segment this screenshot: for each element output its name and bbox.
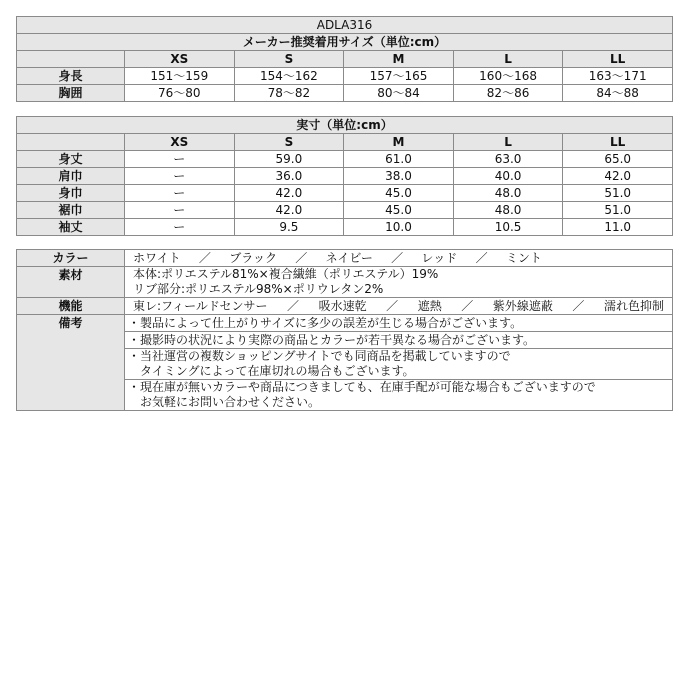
table-cell: 163〜171 [563,68,673,85]
recommended-size-table [16,16,673,102]
note-line: ・撮影時の状況により実際の商品とカラーが若干異なる場合がございます。 [125,332,673,349]
color-row [17,250,673,267]
model-number: ADLA316 [17,17,673,34]
separator: ／ [287,299,300,313]
table-row [17,219,673,236]
table-cell: 42.0 [563,168,673,185]
recommended-size-title: メーカー推奨着用サイズ（単位:cm） [17,34,673,51]
table-row [17,68,673,85]
row-label: 身巾 [17,185,125,202]
function-item: 吸水速乾 [318,299,367,313]
table-cell: 42.0 [234,202,344,219]
color-item: ブラック [229,251,277,265]
size-header: XS [125,51,235,68]
table-cell: 157〜165 [344,68,454,85]
note-line: ・現在庫が無いカラーや商品につきましても、在庫手配が可能な場合もございますので [128,380,596,394]
row-label: 胸囲 [17,85,125,102]
table-cell: 76〜80 [125,85,235,102]
table-cell: 154〜162 [234,68,344,85]
table-cell: 42.0 [234,185,344,202]
table-cell: 11.0 [563,219,673,236]
color-item: レッド [421,251,458,265]
table-row [17,202,673,219]
material-text [125,267,673,298]
size-header: XS [125,134,235,151]
function-item: 濡れ色抑制 [603,299,664,313]
color-list [125,250,673,267]
table-cell: 78〜82 [234,85,344,102]
separator: ／ [475,251,488,265]
size-header: S [234,51,344,68]
table-row [17,185,673,202]
size-header: S [234,134,344,151]
size-header: LL [563,51,673,68]
table-cell: ー [125,219,235,236]
separator: ／ [198,251,211,265]
size-header: L [453,134,563,151]
note-block [125,380,673,411]
table-cell: 48.0 [453,185,563,202]
size-header: M [344,134,454,151]
function-list [125,298,673,315]
material-line: 本体:ポリエステル81%×複合繊維（ポリエステル）19% [133,267,439,281]
table-cell: 82〜86 [453,85,563,102]
note-line: タイミングによって在庫切れの場合もございます。 [128,364,415,378]
table-cell: 65.0 [563,151,673,168]
table-cell: 84〜88 [563,85,673,102]
corner-cell [17,51,125,68]
row-label: 肩巾 [17,168,125,185]
size-header: LL [563,134,673,151]
row-label: 身丈 [17,151,125,168]
row-label: 機能 [17,298,125,315]
table-cell: 45.0 [344,202,454,219]
table-cell: 51.0 [563,202,673,219]
color-item: ネイビー [325,251,373,265]
function-item: 東レ:フィールドセンサー [133,299,268,313]
function-item: 紫外線遮蔽 [492,299,553,313]
table-cell: 9.5 [234,219,344,236]
product-details-table [16,249,673,411]
table-cell: ー [125,168,235,185]
table-cell: 10.0 [344,219,454,236]
table-cell: ー [125,185,235,202]
actual-size-table [16,116,673,236]
function-row [17,298,673,315]
table-row [17,85,673,102]
table-cell: 10.5 [453,219,563,236]
row-label: 備考 [17,315,125,411]
table-row [17,168,673,185]
table-cell: 48.0 [453,202,563,219]
table-row [17,151,673,168]
row-label: 裾巾 [17,202,125,219]
separator: ／ [391,251,404,265]
color-item: ホワイト [133,251,181,265]
size-header: M [344,51,454,68]
row-label: 身長 [17,68,125,85]
table-cell: 45.0 [344,185,454,202]
separator: ／ [295,251,308,265]
table-cell: 36.0 [234,168,344,185]
corner-cell [17,134,125,151]
color-item: ミント [505,251,542,265]
function-item: 遮熱 [417,299,442,313]
actual-size-title: 実寸（単位:cm） [17,117,673,134]
table-cell: 160〜168 [453,68,563,85]
table-cell: ー [125,151,235,168]
note-line: ・当社運営の複数ショッピングサイトでも同商品を掲載していますので [128,349,511,363]
note-block [125,349,673,380]
size-header: L [453,51,563,68]
material-line: リブ部分:ポリエステル98%×ポリウレタン2% [133,282,384,296]
note-line: お気軽にお問い合わせください。 [128,395,321,409]
table-cell: 61.0 [344,151,454,168]
table-cell: 80〜84 [344,85,454,102]
table-cell: ー [125,202,235,219]
notes-row-1 [17,315,673,332]
row-label: 袖丈 [17,219,125,236]
row-label: 素材 [17,267,125,298]
table-cell: 63.0 [453,151,563,168]
separator: ／ [386,299,399,313]
material-row [17,267,673,298]
table-cell: 151〜159 [125,68,235,85]
separator: ／ [572,299,585,313]
row-label: カラー [17,250,125,267]
table-cell: 59.0 [234,151,344,168]
separator: ／ [461,299,474,313]
table-cell: 51.0 [563,185,673,202]
note-line: ・製品によって仕上がりサイズに多少の誤差が生じる場合がございます。 [125,315,673,332]
table-cell: 40.0 [453,168,563,185]
table-cell: 38.0 [344,168,454,185]
